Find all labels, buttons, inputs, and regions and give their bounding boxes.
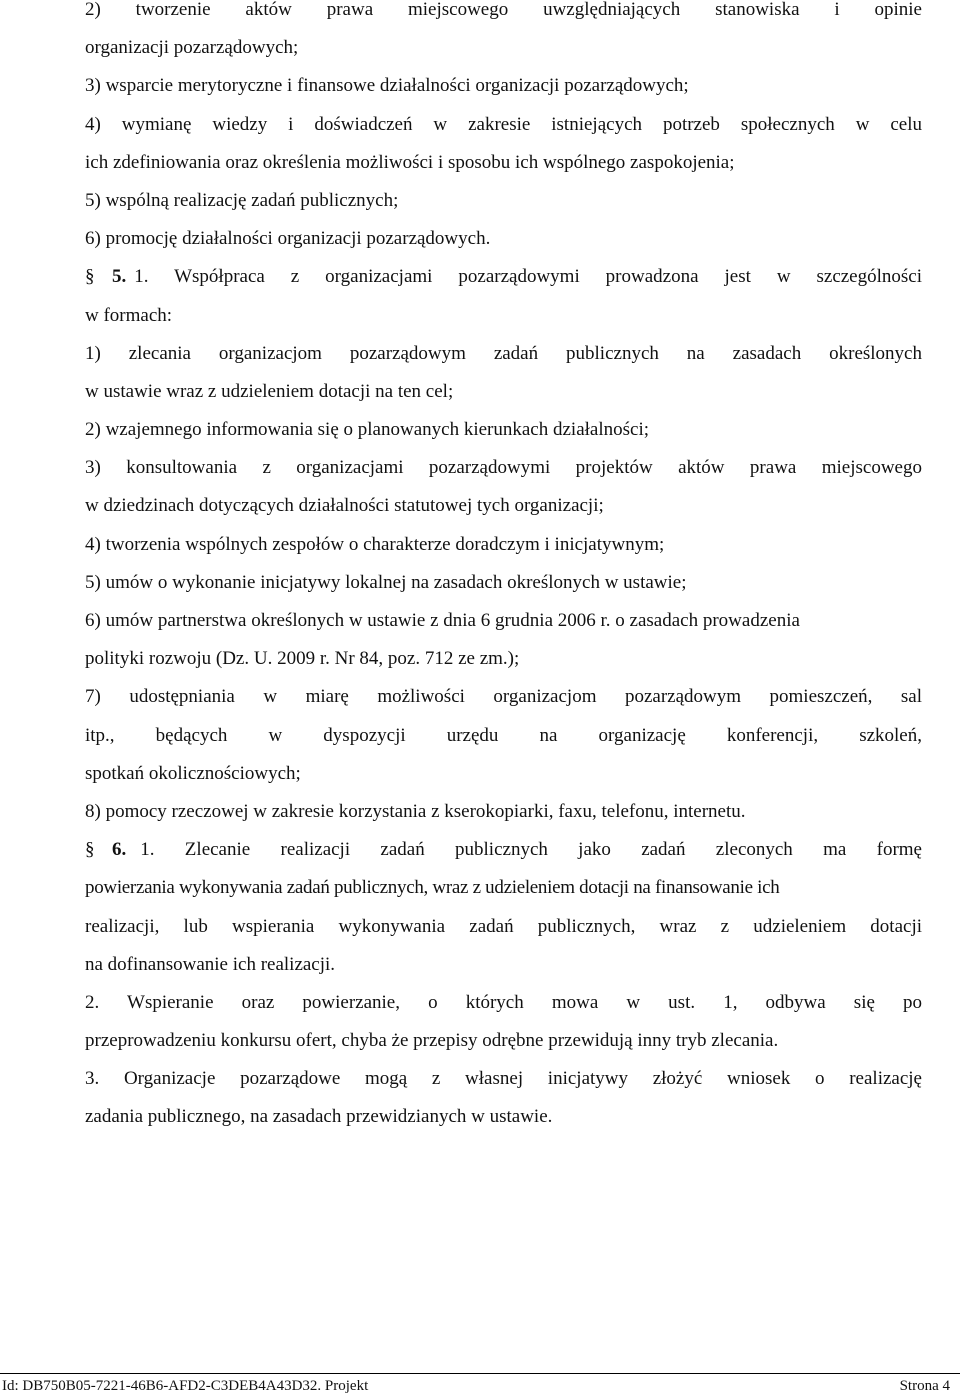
paragraph-line: 8) pomocy rzeczowej w zakresie korzystania z kserokopiarki, faxu, telefonu, internetu. — [85, 800, 746, 822]
paragraph-line: 4) tworzenia wspólnych zespołów o charakterze doradczym i inicjatywnym; — [85, 533, 665, 555]
section-6-line-content — [85, 838, 922, 862]
footer-page-number: Strona 4 — [899, 1378, 950, 1394]
paragraph-line: 4) wymianę wiedzy i doświadczeń w zakresie istniejących potrzeb społecznych w celu — [85, 113, 922, 135]
section-sign-icon: § — [85, 266, 95, 288]
paragraph-line: 3) konsultowania z organizacjami pozarządowymi projektów aktów prawa miejscowego — [85, 457, 922, 479]
section-6-text: 1. Zlecanie realizacji zadań publicznych jako zadań zleconych ma formę — [140, 839, 922, 861]
paragraph-line: 6) umów partnerstwa określonych w ustawie z dnia 6 grudnia 2006 r. o zasadach prowadzenia — [85, 610, 800, 631]
paragraph-line: 7) udostępniania w miarę możliwości organizacjom pozarządowym pomieszczeń, sal — [85, 686, 922, 708]
section-5-text: 1. Współpraca z organizacjami pozarządowymi prowadzona jest w szczególności — [134, 266, 922, 288]
paragraph-line: ich zdefiniowania oraz określenia możliwości i sposobu ich wspólnego zaspokojenia; — [85, 151, 735, 173]
paragraph-line: powierzania wykonywania zadań publicznych, wraz z udzieleniem dotacji na finansowanie ich — [85, 877, 780, 899]
document-body — [85, 0, 922, 1144]
paragraph-line: 5) wspólną realizację zadań publicznych; — [85, 189, 399, 211]
footer-divider — [0, 1373, 960, 1374]
paragraph-line: zadania publicznego, na zasadach przewidzianych w ustawie. — [85, 1106, 553, 1128]
paragraph-line: 2) wzajemnego informowania się o planowanych kierunkach działalności; — [85, 419, 649, 441]
paragraph-line: 3) wsparcie merytoryczne i finansowe działalności organizacji pozarządowych; — [85, 75, 689, 97]
section-5-line-content — [85, 265, 922, 289]
paragraph-line: 5) umów o wykonanie inicjatywy lokalnej na zasadach określonych w ustawie; — [85, 571, 687, 593]
paragraph-line: na dofinansowanie ich realizacji. — [85, 953, 336, 975]
paragraph-line: 1) zlecania organizacjom pozarządowym zadań publicznych na zasadach określonych — [85, 342, 922, 364]
paragraph-line: 6) promocję działalności organizacji pozarządowych. — [85, 228, 491, 250]
paragraph-line: przeprowadzeniu konkursu ofert, chyba że przepisy odrębne przewidują inny tryb zlecania. — [85, 1030, 779, 1052]
section-sign-icon: § — [85, 839, 95, 861]
footer-document-id: Id: DB750B05-7221-46B6-AFD2-C3DEB4A43D32. Projekt — [2, 1378, 369, 1394]
paragraph-line: organizacji pozarządowych; — [85, 37, 299, 59]
section-6-number: 6. — [112, 839, 127, 861]
paragraph-line: w formach: — [85, 304, 173, 326]
paragraph-line: itp., będących w dyspozycji urzędu na organizację konferencji, szkoleń, — [85, 724, 922, 746]
paragraph-line: w dziedzinach dotyczących działalności statutowej tych organizacji; — [85, 495, 604, 517]
paragraph-line: 3. Organizacje pozarządowe mogą z własnej inicjatywy złożyć wniosek o realizację — [85, 1068, 922, 1090]
paragraph-line: polityki rozwoju (Dz. U. 2009 r. Nr 84, poz. 712 ze zm.); — [85, 648, 520, 670]
paragraph-line: spotkań okolicznościowych; — [85, 762, 301, 784]
paragraph-line: 2) tworzenie aktów prawa miejscowego uwzględniających stanowiska i opinie — [85, 0, 922, 20]
paragraph-line: 2. Wspieranie oraz powierzanie, o których mowa w ust. 1, odbywa się po — [85, 991, 922, 1013]
section-6-heading-line — [85, 838, 922, 876]
paragraph-line: realizacji, lub wspierania wykonywania zadań publicznych, wraz z udzieleniem dotacji — [85, 915, 922, 937]
section-5-heading-line — [85, 265, 922, 303]
paragraph-line: w ustawie wraz z udzieleniem dotacji na ten cel; — [85, 380, 454, 402]
section-5-number: 5. — [112, 266, 127, 288]
